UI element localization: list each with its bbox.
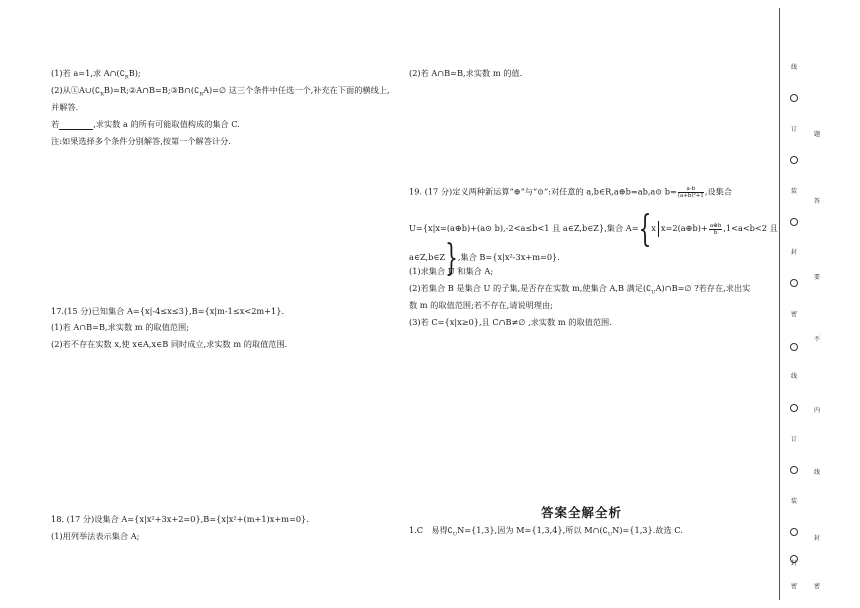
binding-inner-char: 不 — [813, 336, 820, 343]
q19-line3: a∈Z,b∈Z},集合 B={x|x²-3x+m=0}. — [409, 235, 560, 279]
q19-part2: (2)若集合 B 是集合 U 的子集,是否存在实数 m,使集合 A,B 满足$(∁_UA)\cap B=\emptyset$ ?若存在,求出实 — [409, 283, 751, 296]
binding-outer-char: 线 — [790, 64, 797, 71]
binding-hole-icon — [790, 218, 798, 226]
binding-outer-char: 订 — [790, 126, 797, 133]
answer-blank — [59, 121, 93, 130]
binding-outer-char: 封 — [790, 560, 797, 567]
q17-part1: (1)若 A∩B=B,求实数 m 的取值范围; — [51, 322, 189, 332]
q18-stem: 18. (17 分)设集合 A={x|x²+3x+2=0},B={x|x²+(m+1)x+m=0}. — [51, 514, 309, 524]
binding-outer-char: 封 — [790, 249, 797, 256]
q19-part1: (1)求集合 U 和集合 A; — [409, 266, 494, 276]
binding-inner-char: 内 — [813, 407, 820, 414]
binding-hole-icon — [790, 528, 798, 536]
q19-part2-line2: 数 m 的取值范围;若不存在,请说明理由; — [409, 300, 553, 310]
binding-inner-char: 线 — [813, 469, 820, 476]
binding-hole-icon — [790, 343, 798, 351]
binding-hole-icon — [790, 466, 798, 474]
q16-note: 注:如果选择多个条件分别解答,按第一个解答计分. — [51, 136, 231, 146]
q19-stem: 19. (17 分)定义两种新运算“⊕”与“⊙”:对任意的 a,b∈R,a⊕b=ab,a⊙ b= $\frac{a-b}{\text{(a+b)²+1}}$ ,设集合 — [409, 186, 733, 199]
answer-section-title: 答案全解全析 — [541, 505, 623, 520]
binding-hole-icon — [790, 404, 798, 412]
q17-part2: (2)若不存在实数 x,使 x∈A,x∈B 同时成立,求实数 m 的取值范围. — [51, 339, 288, 349]
binding-outer-char: 线 — [790, 373, 797, 380]
q19-part3: (3)若 C={x|x≥0},且 C∩B≠∅ ,求实数 m 的取值范围. — [409, 317, 612, 327]
binding-outer-char: 密 — [790, 311, 797, 318]
q19-line2: U={x|x=(a⊕b)+(a⊙ b),-2<a≤b<1 且 a∈Z,b∈Z},集合 A={x x=2(a⊕b)+ $\frac{a\oplus b}{b}$ ,1<a<b<2 且 — [409, 206, 778, 250]
left-brace: { — [638, 206, 652, 250]
binding-inner-char: 封 — [813, 535, 820, 542]
binding-inner-char: 密 — [813, 583, 820, 590]
q16-part1: (1)若 a=1,求 $A\cap(∁_RB)$; — [51, 68, 141, 81]
q18-part2: (2)若 A∩B=B,求实数 m 的值. — [409, 68, 523, 78]
right-brace: } — [445, 235, 458, 279]
binding-outer-char: 密 — [790, 583, 797, 590]
binding-outer-char: 装 — [790, 498, 797, 505]
binding-line — [779, 8, 780, 600]
binding-hole-icon — [790, 156, 798, 164]
answer-1: 1.C 易得$∁_UN=\{1,3\}$,因为 M={1,3,4},所以 $M\cap(∁_UN)=\{1,3\}$.故选 C. — [409, 525, 683, 538]
q16-part2: (2)从$①A\cup(∁_RB)=R;②A\cap B=B;③B\cap(∁_RA)=\emptyset$ 这三个条件中任选一个,补充在下面的横线上, — [51, 85, 390, 98]
binding-hole-icon — [790, 279, 798, 287]
binding-inner-char: 答 — [813, 198, 820, 205]
q18-part1: (1)用列举法表示集合 A; — [51, 531, 140, 541]
q16-fill-line: 若 ,求实数 a 的所有可能取值构成的集合 C. — [51, 119, 240, 129]
binding-hole-icon — [790, 555, 798, 563]
q17-stem: 17.(15 分)已知集合 A={x|-4≤x≤3},B={x|m-1≤x<2m+1}. — [51, 306, 285, 316]
binding-outer-char: 订 — [790, 436, 797, 443]
binding-inner-char: 要 — [813, 274, 820, 281]
fraction: $\frac{a\oplus b}{b}$ — [709, 222, 722, 236]
fraction: $\frac{a-b}{\text{(a+b)²+1}}$ — [677, 186, 704, 199]
binding-hole-icon — [790, 94, 798, 102]
binding-inner-char: 题 — [813, 131, 820, 138]
q16-part2-line2: 并解答. — [51, 102, 79, 112]
binding-outer-char: 装 — [790, 188, 797, 195]
